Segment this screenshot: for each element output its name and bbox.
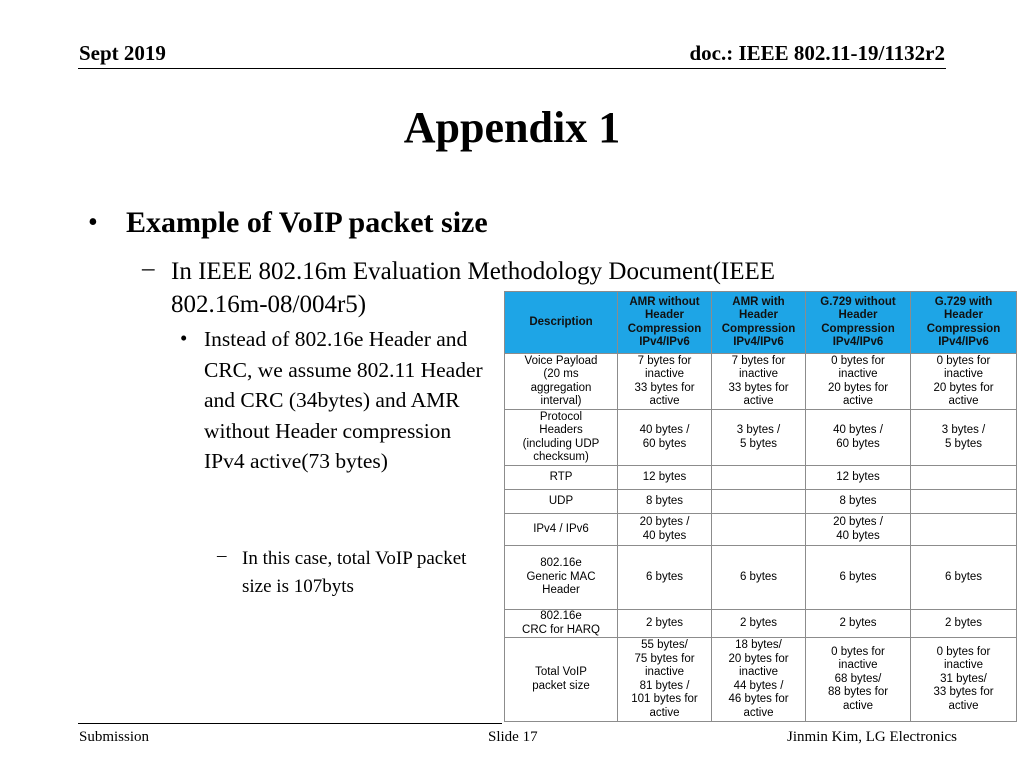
table-cell: 20 bytes / 40 bytes — [806, 514, 911, 546]
table-row — [505, 638, 1017, 722]
dash-marker-small: – — [217, 545, 227, 566]
table-cell: 12 bytes — [618, 466, 712, 490]
table-cell: 6 bytes — [806, 546, 911, 610]
table-row — [505, 546, 1017, 610]
table-cell: 40 bytes / 60 bytes — [618, 410, 712, 466]
table-cell: Total VoIP packet size — [505, 638, 618, 722]
table-header-cell: G.729 without Header Compression IPv4/IPv6 — [806, 292, 911, 354]
table-cell: 20 bytes / 40 bytes — [618, 514, 712, 546]
footer-author: Jinmin Kim, LG Electronics — [787, 729, 957, 745]
table-row — [505, 490, 1017, 514]
table-row — [505, 466, 1017, 490]
table-cell: 802.16e Generic MAC Header — [505, 546, 618, 610]
bullet-marker: • — [88, 207, 98, 238]
table-cell: UDP — [505, 490, 618, 514]
table-cell: 6 bytes — [911, 546, 1017, 610]
table-cell: 55 bytes/ 75 bytes for inactive 81 bytes / 101 bytes for active — [618, 638, 712, 722]
table-cell: IPv4 / IPv6 — [505, 514, 618, 546]
bullet-level2-text: In IEEE 802.16m Evaluation Methodology Document(IEEE 802.16m-08/004r5) — [171, 258, 776, 318]
table-cell: 18 bytes/ 20 bytes for inactive 44 bytes / 46 bytes for active — [712, 638, 806, 722]
table-cell: 0 bytes for inactive 31 bytes/ 33 bytes for active — [911, 638, 1017, 722]
table-cell: Voice Payload (20 ms aggregation interval) — [505, 354, 618, 410]
table-cell: 2 bytes — [712, 610, 806, 638]
footer-divider — [78, 723, 502, 724]
table-cell: 7 bytes for inactive 33 bytes for active — [618, 354, 712, 410]
table-cell — [712, 490, 806, 514]
table-cell: 12 bytes — [806, 466, 911, 490]
table-cell: 7 bytes for inactive 33 bytes for active — [712, 354, 806, 410]
table-cell: 0 bytes for inactive 68 bytes/ 88 bytes for active — [806, 638, 911, 722]
table-cell: 0 bytes for inactive 20 bytes for active — [911, 354, 1017, 410]
table-cell: Protocol Headers (including UDP checksum) — [505, 410, 618, 466]
table-cell: 40 bytes / 60 bytes — [806, 410, 911, 466]
table-cell: 0 bytes for inactive 20 bytes for active — [806, 354, 911, 410]
table-cell: 3 bytes / 5 bytes — [712, 410, 806, 466]
footer-submission: Submission — [79, 729, 150, 745]
table-cell — [712, 466, 806, 490]
bullet-level1-text: Example of VoIP packet size — [126, 206, 488, 239]
bullet-level3-text: Instead of 802.16e Header and CRC, we assume 802.11 Header and CRC (34bytes) and AMR without Header compression IPv4 active(73 bytes) — [204, 327, 483, 474]
bullet-marker-small: • — [180, 326, 188, 350]
table-header-row — [505, 292, 1017, 354]
dash-marker: – — [142, 255, 155, 282]
header-divider — [78, 68, 946, 69]
table-cell: 3 bytes / 5 bytes — [911, 410, 1017, 466]
voip-packet-size-table — [504, 291, 1017, 722]
table-header-cell: AMR with Header Compression IPv4/IPv6 — [712, 292, 806, 354]
table-row — [505, 410, 1017, 466]
footer-slide-number: Slide 17 — [488, 729, 538, 745]
table-cell: 6 bytes — [712, 546, 806, 610]
table-header-cell: Description — [505, 292, 618, 354]
bullet-level4-text: In this case, total VoIP packet size is 107byts — [242, 548, 467, 597]
table-cell: 2 bytes — [618, 610, 712, 638]
table-header-cell: G.729 with Header Compression IPv4/IPv6 — [911, 292, 1017, 354]
table-cell: RTP — [505, 466, 618, 490]
table-cell: 802.16e CRC for HARQ — [505, 610, 618, 638]
table-row — [505, 514, 1017, 546]
table-header-cell: AMR without Header Compression IPv4/IPv6 — [618, 292, 712, 354]
table-cell: 6 bytes — [618, 546, 712, 610]
table-cell: 2 bytes — [806, 610, 911, 638]
table-cell — [911, 490, 1017, 514]
table-row — [505, 354, 1017, 410]
table-cell: 8 bytes — [806, 490, 911, 514]
header-doc-id: doc.: IEEE 802.11-19/1132r2 — [689, 41, 945, 65]
table-cell — [911, 514, 1017, 546]
slide-title: Appendix 1 — [403, 103, 621, 152]
header-date: Sept 2019 — [79, 41, 166, 65]
table-cell: 2 bytes — [911, 610, 1017, 638]
table-cell — [911, 466, 1017, 490]
table-cell: 8 bytes — [618, 490, 712, 514]
table-cell — [712, 514, 806, 546]
table-row — [505, 610, 1017, 638]
